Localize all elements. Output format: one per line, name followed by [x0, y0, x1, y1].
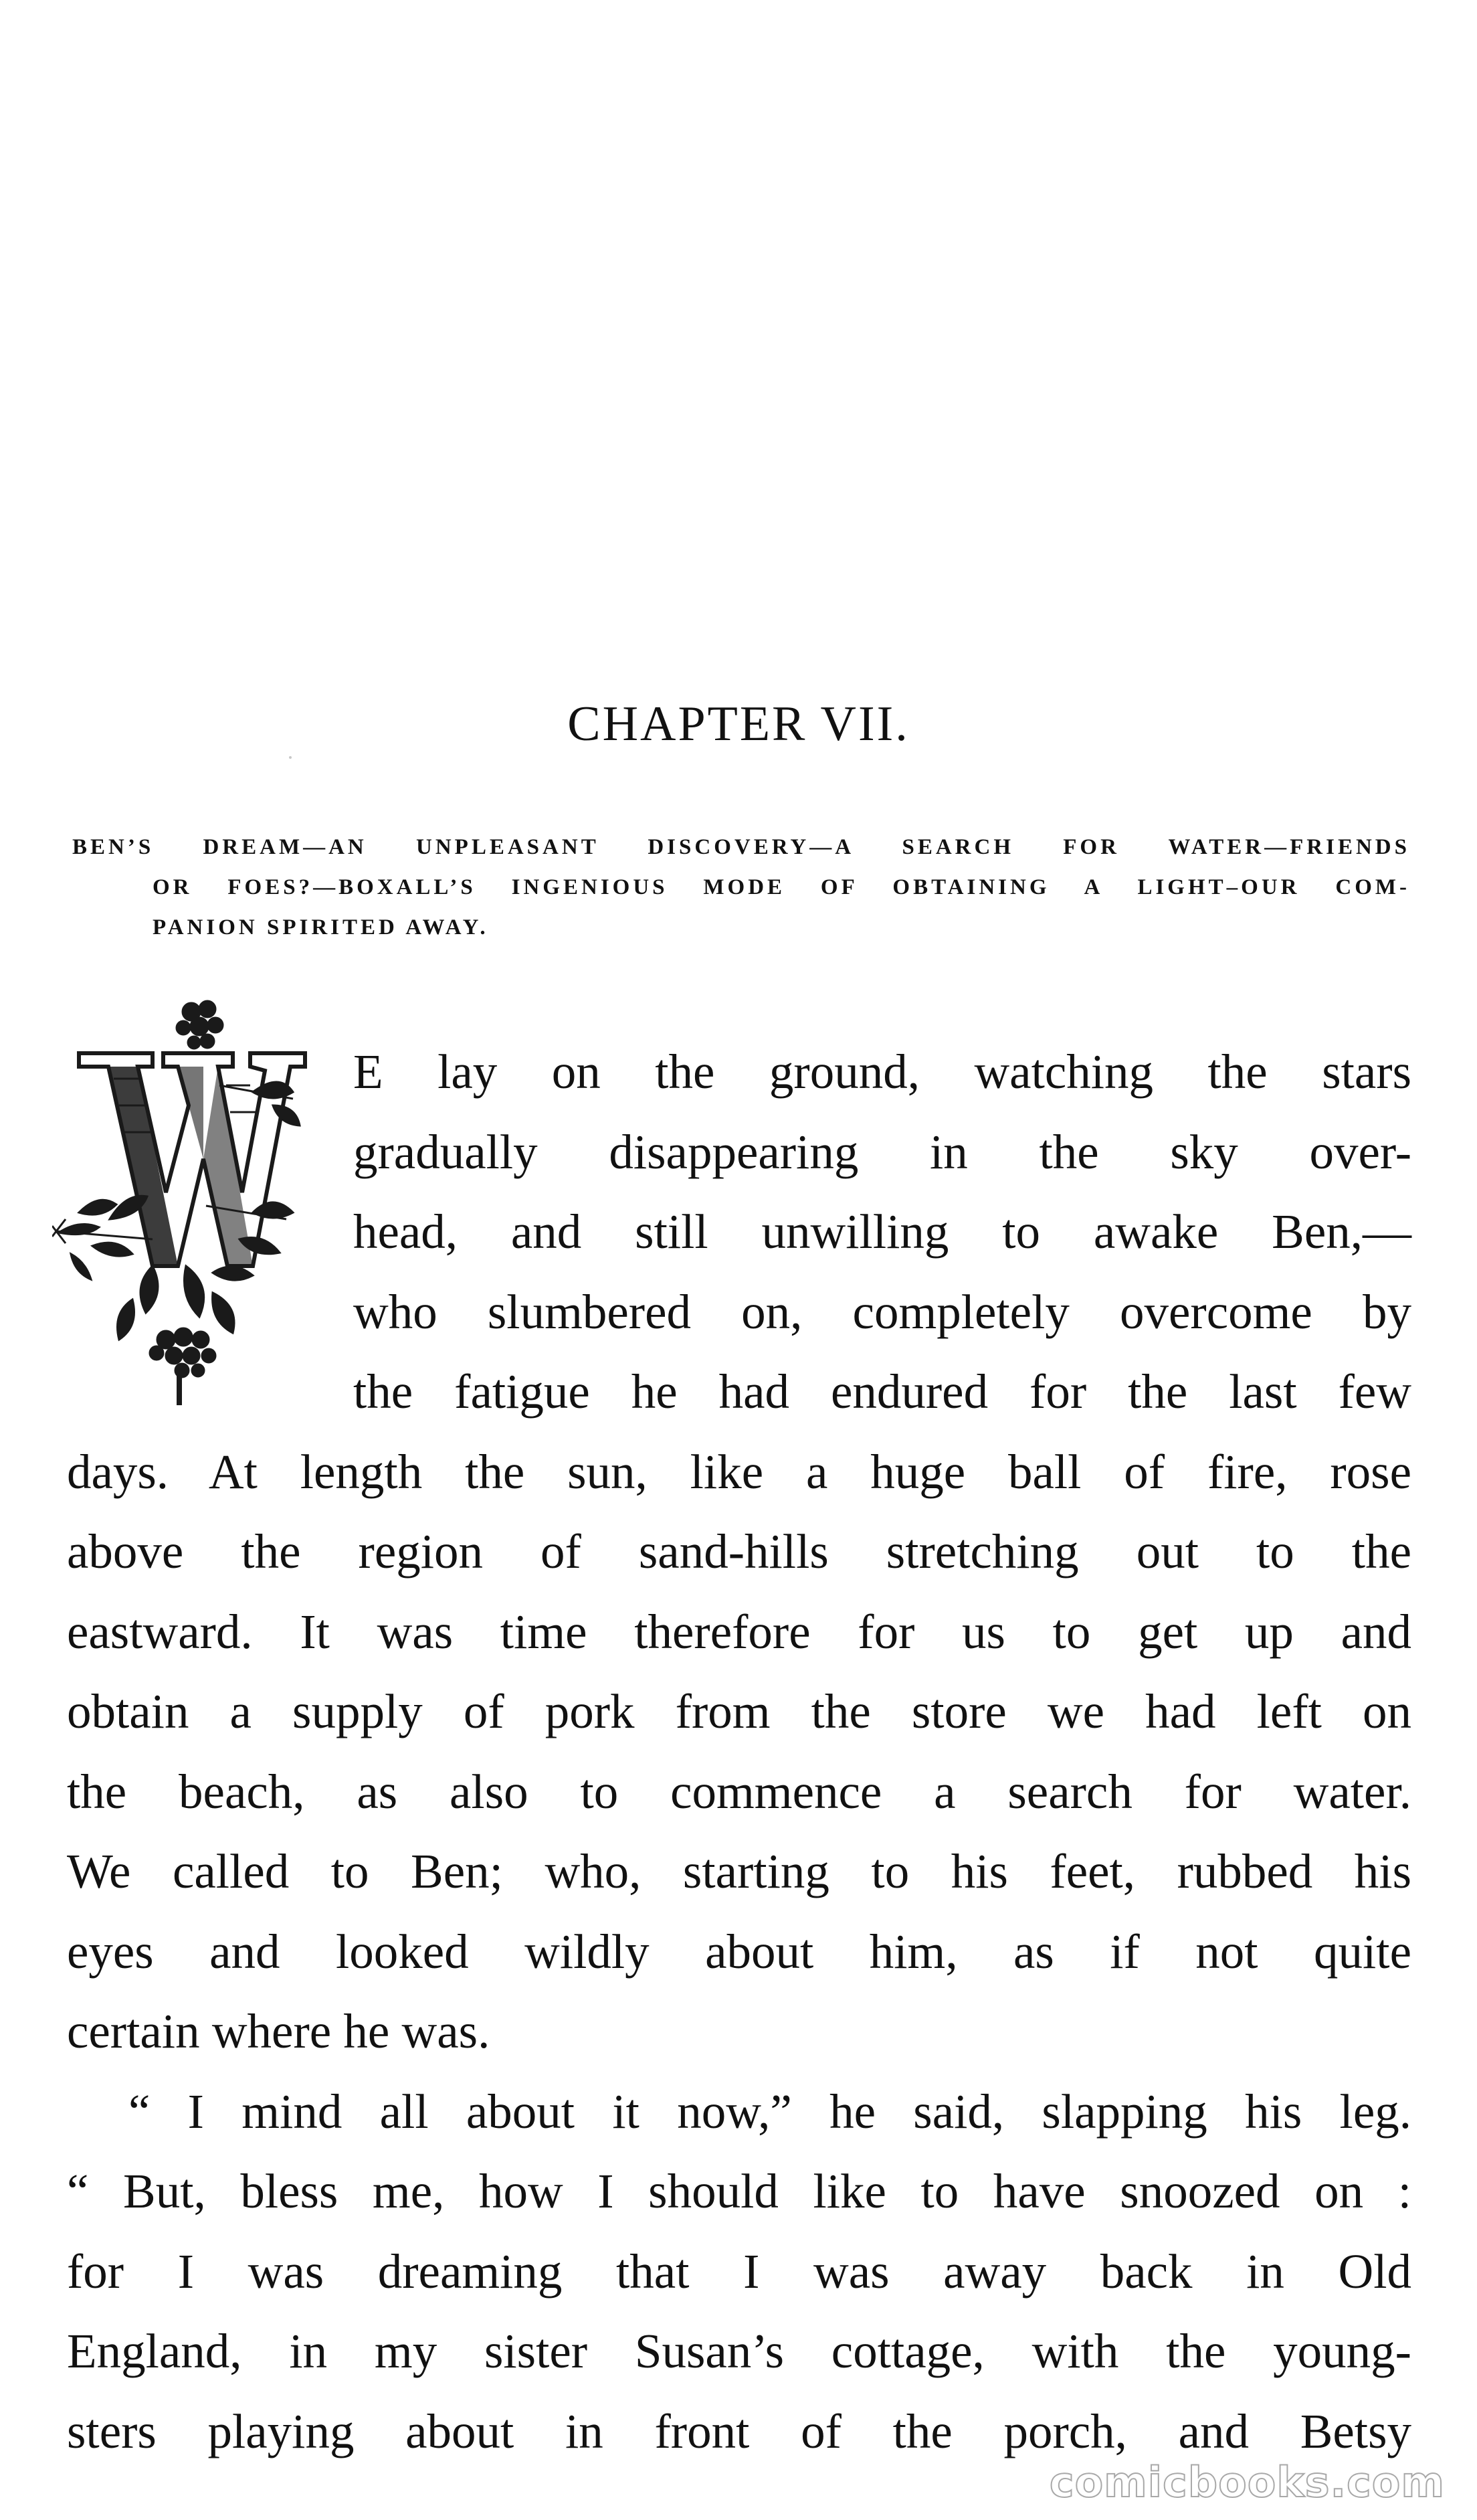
- chapter-synopsis: [72, 827, 1410, 948]
- text-line: eyes and looked wildly about him, as if not quite: [67, 1924, 1411, 1979]
- text-line: the beach, as also to commence a search for water.: [67, 1764, 1411, 1819]
- text-line: certain where he was.: [67, 2004, 490, 2058]
- chapter-body: [67, 1032, 1411, 2471]
- text-line: E lay on the ground, watching the stars: [353, 1045, 1411, 1099]
- text-line: gradually disappearing in the sky over-: [353, 1124, 1411, 1179]
- synopsis-line: BEN’S DREAM—AN UNPLEASANT DISCOVERY—A SEARCH FOR WATER—FRIENDS: [72, 835, 1410, 859]
- text-line: head, and still unwilling to awake Ben,—: [353, 1204, 1411, 1259]
- text-line: sters playing about in front of the porch, and Betsy: [67, 2404, 1411, 2458]
- text-line: We called to Ben; who, starting to his feet, rubbed his: [67, 1844, 1411, 1898]
- print-speck: [289, 756, 292, 759]
- paragraph: [67, 1032, 1411, 2072]
- text-line: above the region of sand-hills stretching out to the: [67, 1524, 1411, 1579]
- paragraph: [67, 2072, 1411, 2472]
- text-line: for I was dreaming that I was away back in Old: [67, 2244, 1411, 2299]
- text-line: “ I mind all about it now,” he said, slapping his leg.: [128, 2084, 1411, 2139]
- text-line: eastward. It was time therefore for us to get up and: [67, 1604, 1411, 1659]
- text-line: the fatigue he had endured for the last few: [353, 1364, 1411, 1419]
- text-line: obtain a supply of pork from the store we had left on: [67, 1684, 1411, 1738]
- text-line: “ But, bless me, how I should like to have snoozed on :: [67, 2164, 1411, 2218]
- synopsis-line: PANION SPIRITED AWAY.: [153, 915, 489, 939]
- text-line: days. At length the sun, like a huge ball of fire, rose: [67, 1444, 1411, 1499]
- text-line: England, in my sister Susan’s cottage, with the young-: [67, 2324, 1411, 2378]
- synopsis-line: OR FOES?—BOXALL’S INGENIOUS MODE OF OBTAINING A LIGHT–OUR COM-: [153, 875, 1410, 899]
- chapter-title: CHAPTER VII.: [567, 697, 910, 751]
- text-line: who slumbered on, completely overcome by: [353, 1284, 1411, 1339]
- watermark: comicbooks.com: [1049, 2458, 1445, 2507]
